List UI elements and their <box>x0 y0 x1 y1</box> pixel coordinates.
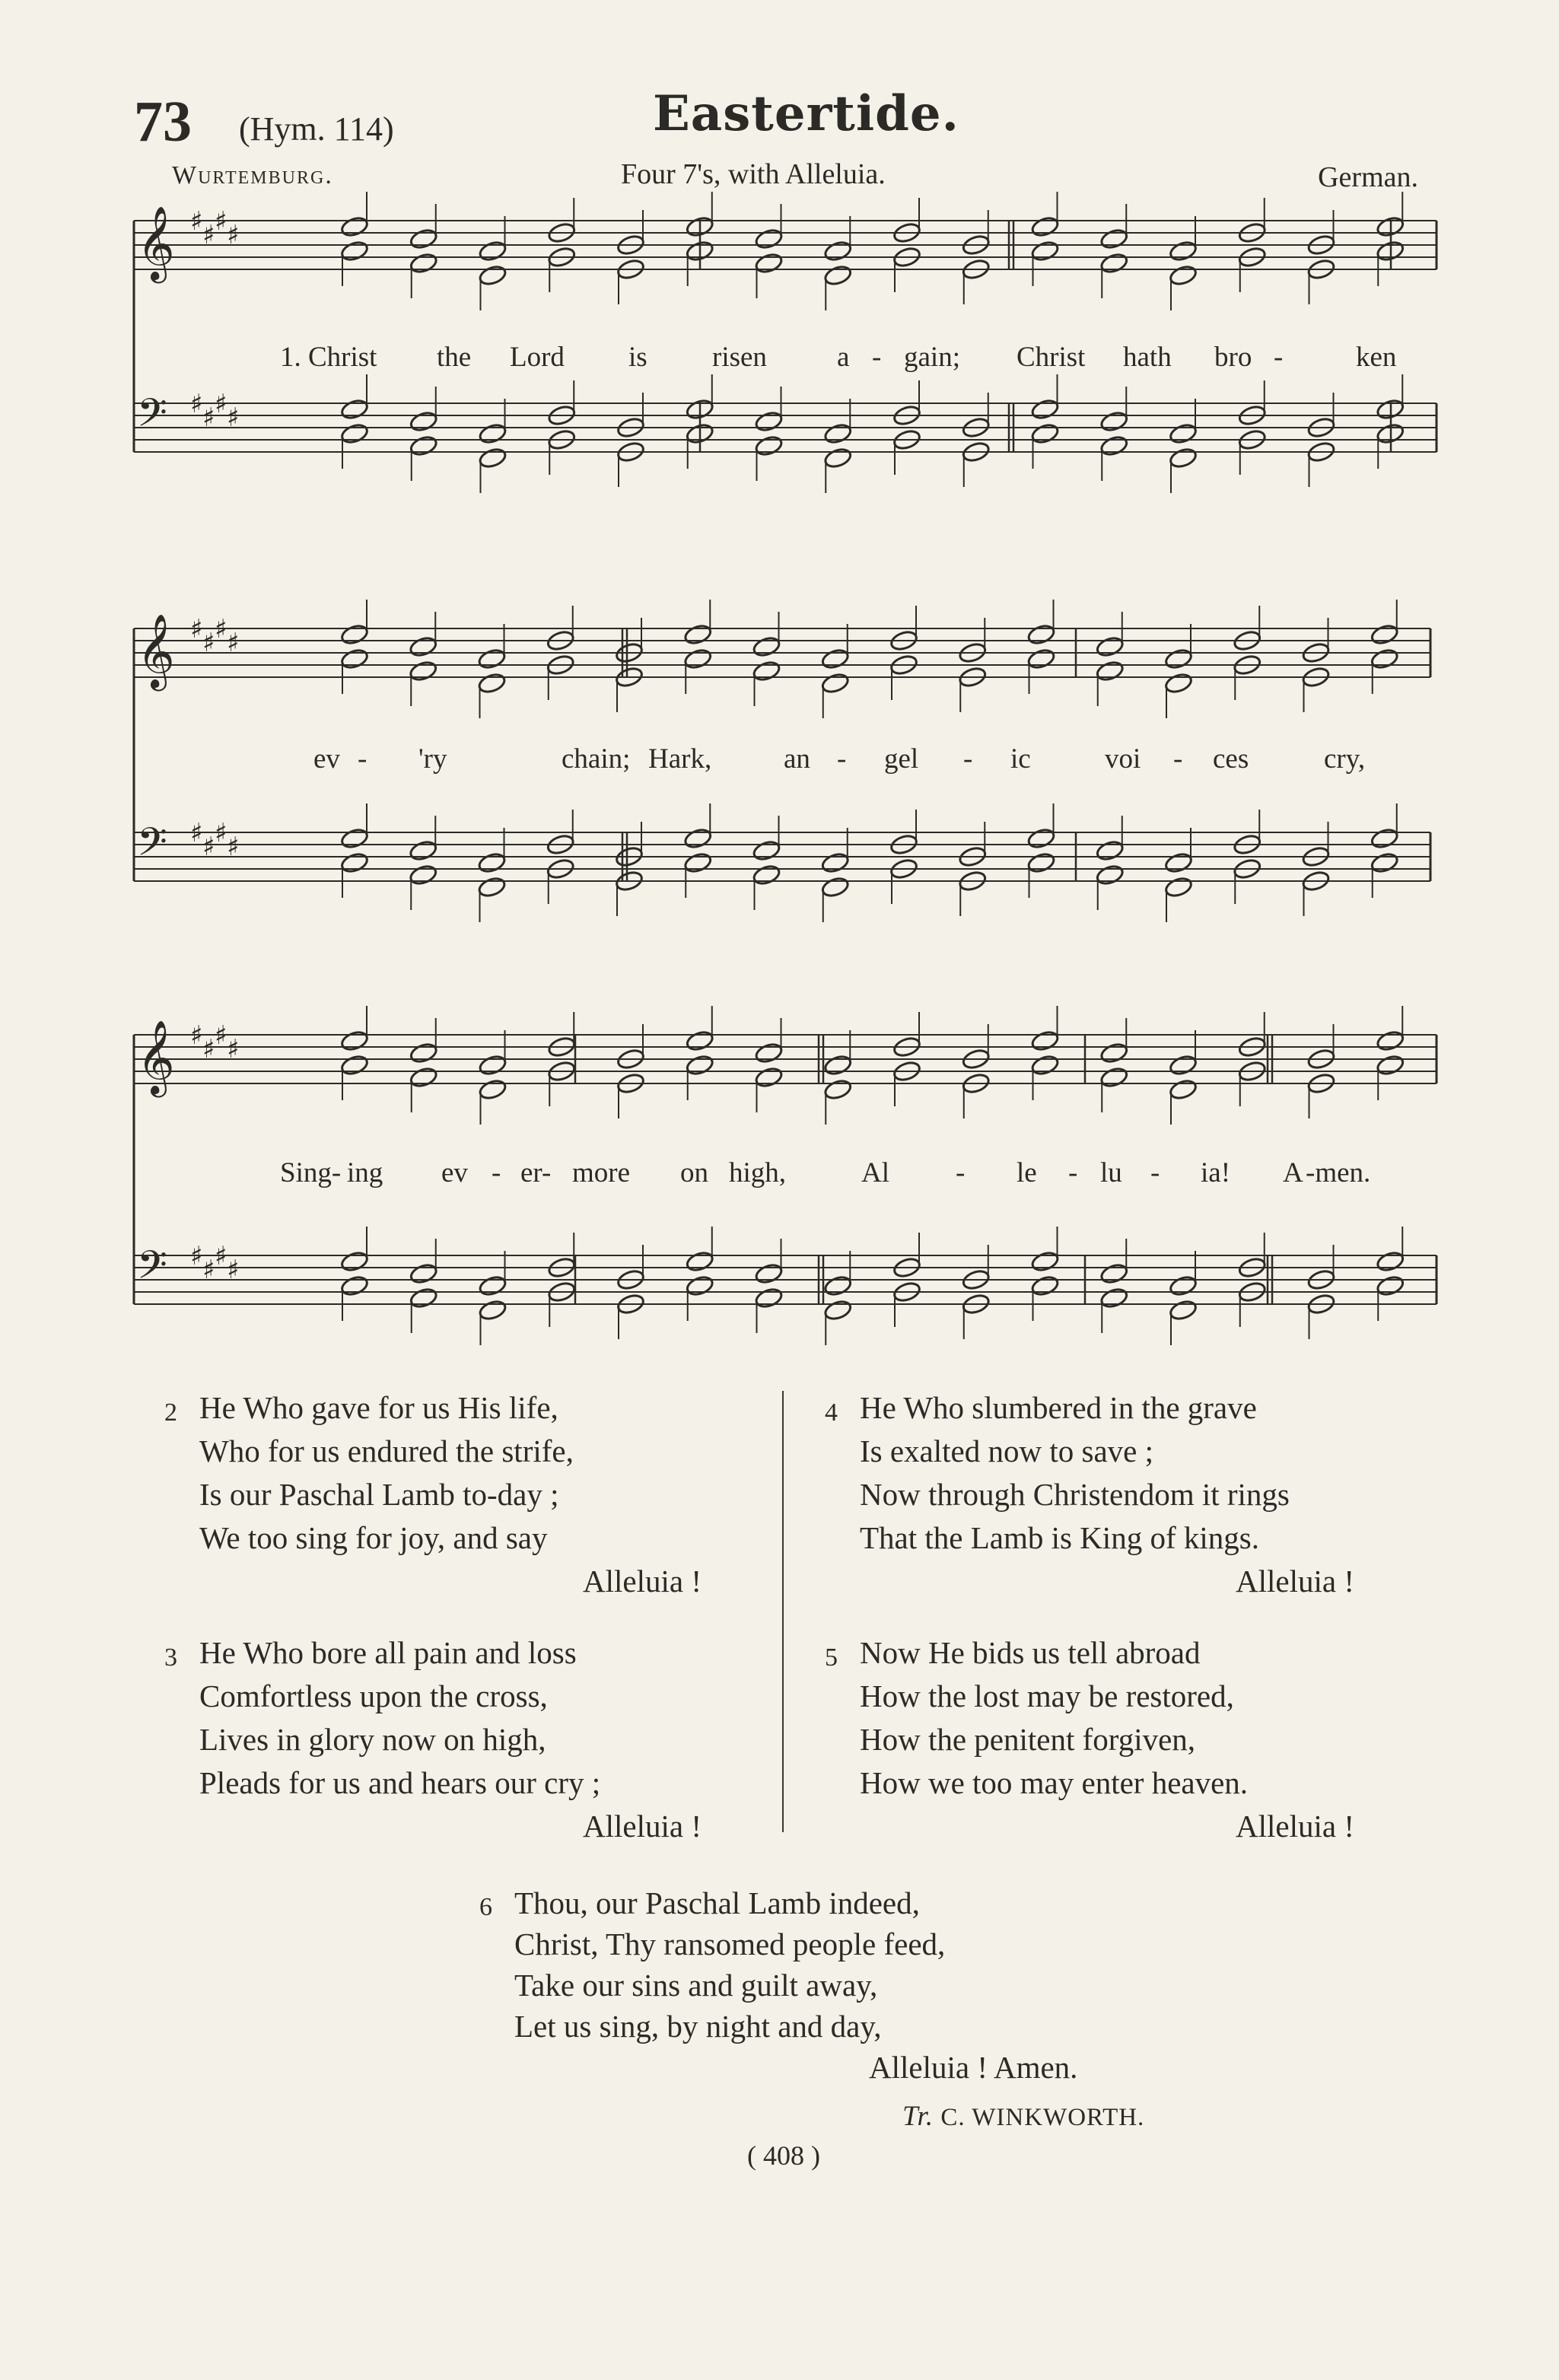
lyric-syllable: Christ <box>1017 342 1086 373</box>
lyric-syllable: ken <box>1356 342 1397 373</box>
verse-number: 4 <box>825 1398 838 1427</box>
lyric-syllable: le <box>1017 1157 1037 1188</box>
note-head <box>1030 398 1060 421</box>
note-head <box>409 252 438 275</box>
note-head <box>754 1042 784 1064</box>
note-head <box>823 1299 853 1322</box>
note-head <box>340 398 370 421</box>
bass-clef-icon: 𝄢 <box>137 819 167 874</box>
note-head <box>823 240 853 262</box>
lyric-syllable: 'ry <box>418 743 447 775</box>
note-head <box>685 1029 714 1052</box>
note-head <box>683 623 713 646</box>
note-head <box>1030 215 1060 238</box>
sharp-icon: ♯ <box>227 220 240 250</box>
verse-line: Take our sins and guilt away, <box>514 1968 878 2003</box>
sharp-icon: ♯ <box>202 628 215 658</box>
treble-clef-icon: 𝄞 <box>137 1020 175 1094</box>
note-head <box>1095 660 1125 682</box>
verse-line: We too sing for joy, and say <box>199 1520 548 1555</box>
note-head <box>340 827 370 850</box>
sharp-icon: ♯ <box>215 389 227 419</box>
verse-4 <box>825 1386 1354 1603</box>
note-head <box>1099 252 1129 275</box>
season-title: Eastertide. <box>653 85 959 142</box>
hymn-number: 73 <box>134 90 192 154</box>
lyric-syllable: lu <box>1100 1157 1122 1188</box>
note-head <box>752 864 781 886</box>
verse-line: He Who slumbered in the grave <box>860 1390 1257 1425</box>
lyric-syllable: ev <box>441 1157 468 1188</box>
lyric-syllable: on <box>680 1157 708 1188</box>
note-head <box>340 1029 370 1052</box>
lyric-syllable: a <box>837 342 850 373</box>
note-head <box>478 264 507 287</box>
lyric-syllable: Hark, <box>648 743 712 775</box>
tune-name: Wurtemburg. <box>172 161 333 189</box>
note-head <box>1030 1250 1060 1273</box>
sharp-icon: ♯ <box>202 832 215 862</box>
treble-clef-icon: 𝄞 <box>137 613 175 688</box>
note-head <box>823 422 853 445</box>
lyric-syllable: - <box>1274 342 1284 373</box>
note-head <box>1169 1299 1198 1322</box>
sharp-icon: ♯ <box>227 628 240 658</box>
translator-credit <box>902 2100 1144 2133</box>
verse-line: Who for us endured the strife, <box>199 1433 574 1468</box>
note-head <box>340 648 370 670</box>
sharp-icon: ♯ <box>215 818 227 848</box>
lyric-syllable: Al <box>861 1157 889 1188</box>
verse-refrain: Alleluia ! <box>583 1809 702 1844</box>
note-head <box>1099 1287 1129 1309</box>
lyric-syllable: - <box>1150 1157 1160 1188</box>
note-head <box>409 228 438 250</box>
note-head <box>478 447 507 469</box>
note-head <box>409 864 438 886</box>
lyric-syllable: risen <box>712 342 767 373</box>
note-head <box>1164 648 1194 670</box>
note-head <box>1164 672 1194 695</box>
lyric-syllable: - <box>963 743 973 775</box>
note-head <box>1164 851 1194 874</box>
lyric-syllable: - <box>956 1157 966 1188</box>
note-head <box>820 876 850 899</box>
note-head <box>1376 1029 1405 1052</box>
note-head <box>1030 240 1060 262</box>
note-head <box>409 839 438 862</box>
note-head <box>823 447 853 469</box>
lyric-syllable: - <box>1068 1157 1078 1188</box>
note-head <box>754 1262 784 1285</box>
verse-6 <box>479 1882 1153 2088</box>
sharp-icon: ♯ <box>202 402 215 433</box>
sharp-icon: ♯ <box>215 614 227 644</box>
lyric-syllable: bro <box>1214 342 1252 373</box>
note-head <box>1099 228 1129 250</box>
note-head <box>340 215 370 238</box>
lyric-syllable: -men. <box>1306 1157 1371 1188</box>
music-system-2 <box>134 598 1443 948</box>
note-head <box>1376 1274 1405 1297</box>
note-head <box>478 1274 507 1297</box>
note-head <box>340 1274 370 1297</box>
note-head <box>478 1078 507 1101</box>
lyric-syllable: ic <box>1010 743 1031 775</box>
note-head <box>477 648 507 670</box>
note-head <box>340 1054 370 1077</box>
lyric-syllable: er- <box>520 1157 552 1188</box>
lyric-syllable: - <box>492 1157 501 1188</box>
credit-name: C. WINKWORTH. <box>940 2104 1145 2131</box>
note-head <box>1026 827 1056 850</box>
verse-line: Lives in glory now on high, <box>199 1722 546 1757</box>
lyric-syllable: - <box>358 743 367 775</box>
note-head <box>340 1250 370 1273</box>
note-head <box>683 827 713 850</box>
note-head <box>752 839 781 862</box>
note-head <box>1169 240 1198 262</box>
verse-line: Christ, Thy ransomed people feed, <box>514 1927 946 1962</box>
note-head <box>752 635 781 658</box>
note-head <box>820 672 850 695</box>
note-head <box>1026 851 1056 874</box>
sharp-icon: ♯ <box>202 1034 215 1064</box>
sharp-icon: ♯ <box>215 1020 227 1051</box>
lyric-syllable: chain; <box>562 743 631 775</box>
treble-clef-icon: 𝄞 <box>137 205 175 280</box>
note-head <box>1376 1250 1405 1273</box>
lyric-syllable: Sing- <box>280 1157 342 1188</box>
sharp-icon: ♯ <box>227 1034 240 1064</box>
page-number: ( 408 ) <box>747 2140 820 2171</box>
note-head <box>340 422 370 445</box>
lyric-syllable: gel <box>884 743 919 775</box>
column-divider <box>782 1391 784 1832</box>
note-head <box>820 648 850 670</box>
verse-line: Now He bids us tell abroad <box>860 1635 1201 1670</box>
note-head <box>752 660 781 682</box>
lyric-syllable: voi <box>1105 743 1141 775</box>
verse-line: He Who bore all pain and loss <box>199 1635 577 1670</box>
sharp-icon: ♯ <box>227 1255 240 1285</box>
verse-number: 6 <box>479 1893 492 1921</box>
hymn-reference: (Hym. 114) <box>239 110 394 148</box>
note-head <box>1169 1054 1198 1077</box>
verse-line: Thou, our Paschal Lamb indeed, <box>514 1885 920 1920</box>
lyric-syllable: ia! <box>1201 1157 1231 1188</box>
note-head <box>1169 1078 1198 1101</box>
note-head <box>1030 422 1060 445</box>
note-head <box>1169 264 1198 287</box>
note-head <box>409 1287 438 1309</box>
verse-number: 3 <box>164 1643 177 1672</box>
note-head <box>1370 827 1399 850</box>
lyric-syllable: is <box>628 342 647 373</box>
sharp-icon: ♯ <box>215 206 227 237</box>
sharp-icon: ♯ <box>190 206 203 237</box>
note-head <box>478 1054 507 1077</box>
sharp-icon: ♯ <box>190 818 203 848</box>
note-head <box>1370 851 1399 874</box>
verse-3 <box>164 1631 702 1848</box>
verse-line: He Who gave for us His life, <box>199 1390 558 1425</box>
verse-refrain: Alleluia ! <box>1236 1564 1354 1599</box>
note-head <box>823 264 853 287</box>
lyric-syllable: cry, <box>1324 743 1366 775</box>
sharp-icon: ♯ <box>215 1241 227 1271</box>
note-head <box>1164 876 1194 899</box>
note-head <box>477 876 507 899</box>
verse-line: How we too may enter heaven. <box>860 1765 1249 1800</box>
note-head <box>1370 648 1399 670</box>
verse-line: Let us sing, by night and day, <box>514 2009 882 2044</box>
note-head <box>754 434 784 457</box>
music-system-1 <box>134 204 1443 523</box>
note-head <box>685 1054 714 1077</box>
note-head <box>1095 635 1125 658</box>
lyric-syllable: high, <box>729 1157 787 1188</box>
note-head <box>478 240 507 262</box>
note-head <box>820 851 850 874</box>
note-head <box>683 851 713 874</box>
note-head <box>1030 1054 1060 1077</box>
verse-refrain: Alleluia ! <box>583 1564 702 1599</box>
lyric-syllable: ces <box>1213 743 1249 775</box>
verse-refrain: Alleluia ! <box>1236 1809 1354 1844</box>
note-head <box>1099 434 1129 457</box>
note-head <box>1026 623 1056 646</box>
verse-number: 5 <box>825 1643 838 1672</box>
note-head <box>1099 410 1129 433</box>
verse-line: Is exalted now to save ; <box>860 1433 1153 1468</box>
note-head <box>1099 1262 1129 1285</box>
lyric-syllable: hath <box>1123 342 1172 373</box>
note-head <box>409 1066 438 1089</box>
note-head <box>409 434 438 457</box>
note-head <box>1026 648 1056 670</box>
sharp-icon: ♯ <box>227 832 240 862</box>
verse-2 <box>164 1386 702 1603</box>
note-head <box>409 1262 438 1285</box>
verse-line: How the lost may be restored, <box>860 1678 1234 1713</box>
note-head <box>823 1054 853 1077</box>
note-head <box>1169 1274 1198 1297</box>
note-head <box>477 672 507 695</box>
sharp-icon: ♯ <box>190 614 203 644</box>
note-head <box>478 1299 507 1322</box>
verse-line: Pleads for us and hears our cry ; <box>199 1765 601 1800</box>
note-head <box>478 422 507 445</box>
verse-line: That the Lamb is King of kings. <box>860 1520 1259 1555</box>
note-head <box>754 410 784 433</box>
meter: Four 7's, with Alleluia. <box>621 158 886 190</box>
note-head <box>754 1066 784 1089</box>
note-head <box>685 1250 714 1273</box>
note-head <box>754 1287 784 1309</box>
lyric-syllable: gain; <box>904 342 960 373</box>
lyric-syllable: 1. Christ <box>280 342 377 373</box>
lyric-syllable: ev <box>313 743 340 775</box>
verse-line: Now through Christendom it rings <box>860 1477 1290 1512</box>
note-head <box>1099 1066 1129 1089</box>
lyric-syllable: - <box>837 743 847 775</box>
note-head <box>1169 422 1198 445</box>
lyric-syllable: an <box>784 743 810 775</box>
note-head <box>340 851 370 874</box>
verse-number: 2 <box>164 1398 177 1427</box>
sharp-icon: ♯ <box>190 389 203 419</box>
lyric-syllable: the <box>437 342 472 373</box>
note-head <box>823 1274 853 1297</box>
verse-refrain: Alleluia ! Amen. <box>869 2050 1078 2085</box>
verse-line: Comfortless upon the cross, <box>199 1678 548 1713</box>
bass-clef-icon: 𝄢 <box>137 1242 167 1297</box>
note-head <box>1030 1274 1060 1297</box>
sharp-icon: ♯ <box>202 220 215 250</box>
note-head <box>409 660 438 682</box>
note-head <box>1169 447 1198 469</box>
credit-prefix: Tr. <box>902 2101 934 2132</box>
sharp-icon: ♯ <box>202 1255 215 1285</box>
lyric-syllable: ing <box>347 1157 383 1188</box>
note-head <box>340 623 370 646</box>
note-head <box>340 240 370 262</box>
tune-origin: German. <box>1318 161 1418 193</box>
note-head <box>1370 623 1399 646</box>
sharp-icon: ♯ <box>227 402 240 433</box>
verse-line: How the penitent forgiven, <box>860 1722 1196 1757</box>
note-head <box>1376 1054 1405 1077</box>
lyric-syllable: more <box>572 1157 631 1188</box>
note-head <box>1099 1042 1129 1064</box>
note-head <box>683 648 713 670</box>
lyric-syllable: Lord <box>510 342 565 373</box>
note-head <box>1030 1029 1060 1052</box>
lyric-syllable: A <box>1283 1157 1303 1188</box>
note-head <box>754 228 784 250</box>
note-head <box>409 1042 438 1064</box>
note-head <box>477 851 507 874</box>
verse-5 <box>825 1631 1354 1848</box>
note-head <box>409 410 438 433</box>
verse-line: Is our Paschal Lamb to-day ; <box>199 1477 559 1512</box>
sharp-icon: ♯ <box>190 1241 203 1271</box>
note-head <box>754 252 784 275</box>
music-system-3 <box>134 989 1443 1339</box>
note-head <box>1095 839 1125 862</box>
note-head <box>1095 864 1125 886</box>
bass-clef-icon: 𝄢 <box>137 390 167 445</box>
note-head <box>685 1274 714 1297</box>
lyric-syllable: - <box>1173 743 1183 775</box>
lyric-syllable: - <box>872 342 882 373</box>
note-head <box>823 1078 853 1101</box>
note-head <box>409 635 438 658</box>
sharp-icon: ♯ <box>190 1020 203 1051</box>
